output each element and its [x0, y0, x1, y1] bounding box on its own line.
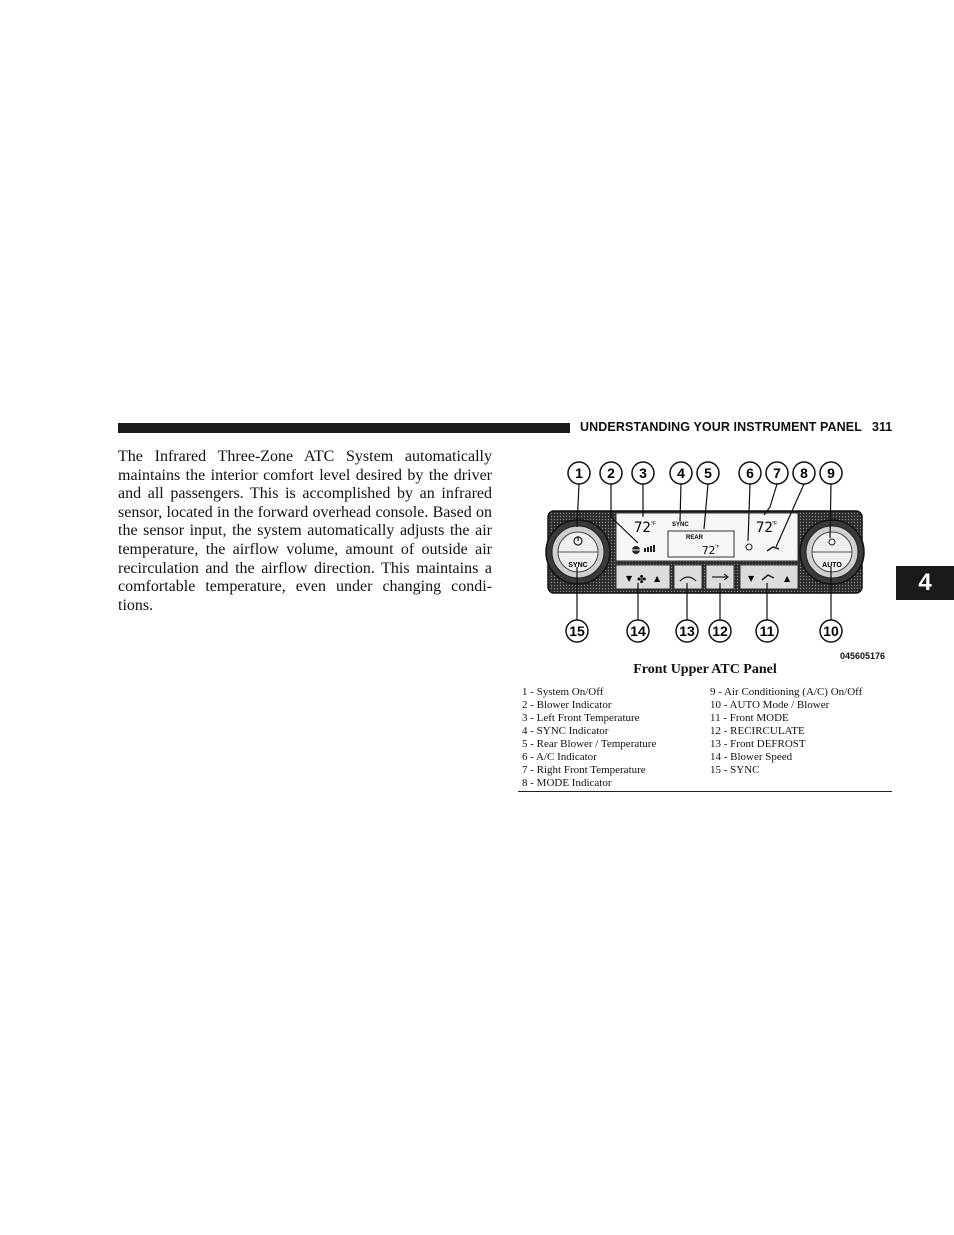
- blower-up-icon: ▲: [654, 574, 661, 583]
- rear-temp-unit: °F: [715, 544, 720, 549]
- legend-item: 1 - System On/Off: [522, 686, 604, 698]
- callout-13: 13: [679, 623, 695, 639]
- figure-caption: Front Upper ATC Panel: [633, 662, 777, 677]
- body-paragraph: The Infrared Three-Zone ATC System automatically maintains the interior comfort level desired by the driver and all passengers. This is accomplished by an infrared sensor, located in the forward overhead console. Based on the sensor input, the system automatically adjusts the air temperature, the airflow volume, amount of outside air recirculation and the airflow direction. This maintains a comfortable temperature, even under changing condi-tions.: [118, 448, 492, 614]
- callout-6: 6: [746, 465, 754, 481]
- legend-item: 3 - Left Front Temperature: [522, 712, 640, 724]
- callout-4: 4: [677, 465, 685, 481]
- display-area: [616, 513, 798, 561]
- callout-2: 2: [607, 465, 615, 481]
- callout-14: 14: [630, 623, 646, 639]
- legend-item: 4 - SYNC Indicator: [522, 725, 609, 737]
- legend-item: 13 - Front DEFROST: [710, 738, 806, 750]
- callout-10: 10: [823, 623, 839, 639]
- atc-panel-illustration: [520, 455, 892, 665]
- legend-item: 12 - RECIRCULATE: [710, 725, 805, 737]
- legend-column-left: [522, 686, 656, 790]
- left-temp-unit: °F: [651, 521, 657, 527]
- legend-item: 7 - Right Front Temperature: [522, 764, 646, 776]
- right-temp-unit: °F: [772, 521, 778, 527]
- legend-item: 8 - MODE Indicator: [522, 777, 612, 789]
- callout-11: 11: [759, 623, 775, 639]
- legend-item: 10 - AUTO Mode / Blower: [710, 699, 830, 711]
- figure-id: 045605176: [840, 651, 886, 661]
- legend-item: 6 - A/C Indicator: [522, 751, 597, 763]
- legend-item: 5 - Rear Blower / Temperature: [522, 738, 657, 750]
- page-number: 311: [872, 420, 893, 434]
- legend-item: 9 - Air Conditioning (A/C) On/Off: [710, 686, 863, 698]
- legend-item: 15 - SYNC: [710, 764, 760, 776]
- auto-button-label: AUTO: [822, 562, 842, 569]
- callout-7: 7: [773, 465, 781, 481]
- callout-8: 8: [800, 465, 808, 481]
- callout-12: 12: [712, 623, 728, 639]
- legend-item: 14 - Blower Speed: [710, 751, 793, 763]
- legend-column-right: [710, 686, 862, 777]
- callout-15: 15: [569, 623, 585, 639]
- bottom-callouts: [566, 620, 842, 642]
- callout-9: 9: [827, 465, 835, 481]
- right-temp-display: 72: [756, 520, 773, 536]
- mode-up-icon: ▲: [784, 574, 791, 583]
- top-callouts: [568, 462, 842, 484]
- callout-1: 1: [575, 465, 583, 481]
- sync-button-label: SYNC: [568, 562, 588, 569]
- legend-item: 11 - Front MODE: [710, 712, 789, 724]
- fan-button-icon: ✤: [637, 573, 647, 586]
- callout-3: 3: [639, 465, 647, 481]
- sync-indicator-label: SYNC: [672, 522, 689, 528]
- callout-5: 5: [704, 465, 712, 481]
- running-header-title: UNDERSTANDING YOUR INSTRUMENT PANEL: [580, 420, 862, 434]
- blower-down-icon: ▼: [626, 574, 633, 583]
- rear-temp-display: 72: [702, 544, 716, 557]
- mode-down-icon: ▼: [748, 574, 755, 583]
- atc-panel-figure: [520, 455, 892, 665]
- legend-item: 2 - Blower Indicator: [522, 699, 612, 711]
- right-knob: [800, 520, 864, 584]
- chapter-tab: 4: [896, 566, 954, 600]
- rear-label: REAR: [686, 535, 704, 541]
- left-knob: [546, 520, 610, 584]
- header-rule: [118, 423, 570, 433]
- legend-bottom-rule: [518, 791, 892, 792]
- left-temp-display: 72: [634, 520, 651, 536]
- button-row: [616, 565, 798, 589]
